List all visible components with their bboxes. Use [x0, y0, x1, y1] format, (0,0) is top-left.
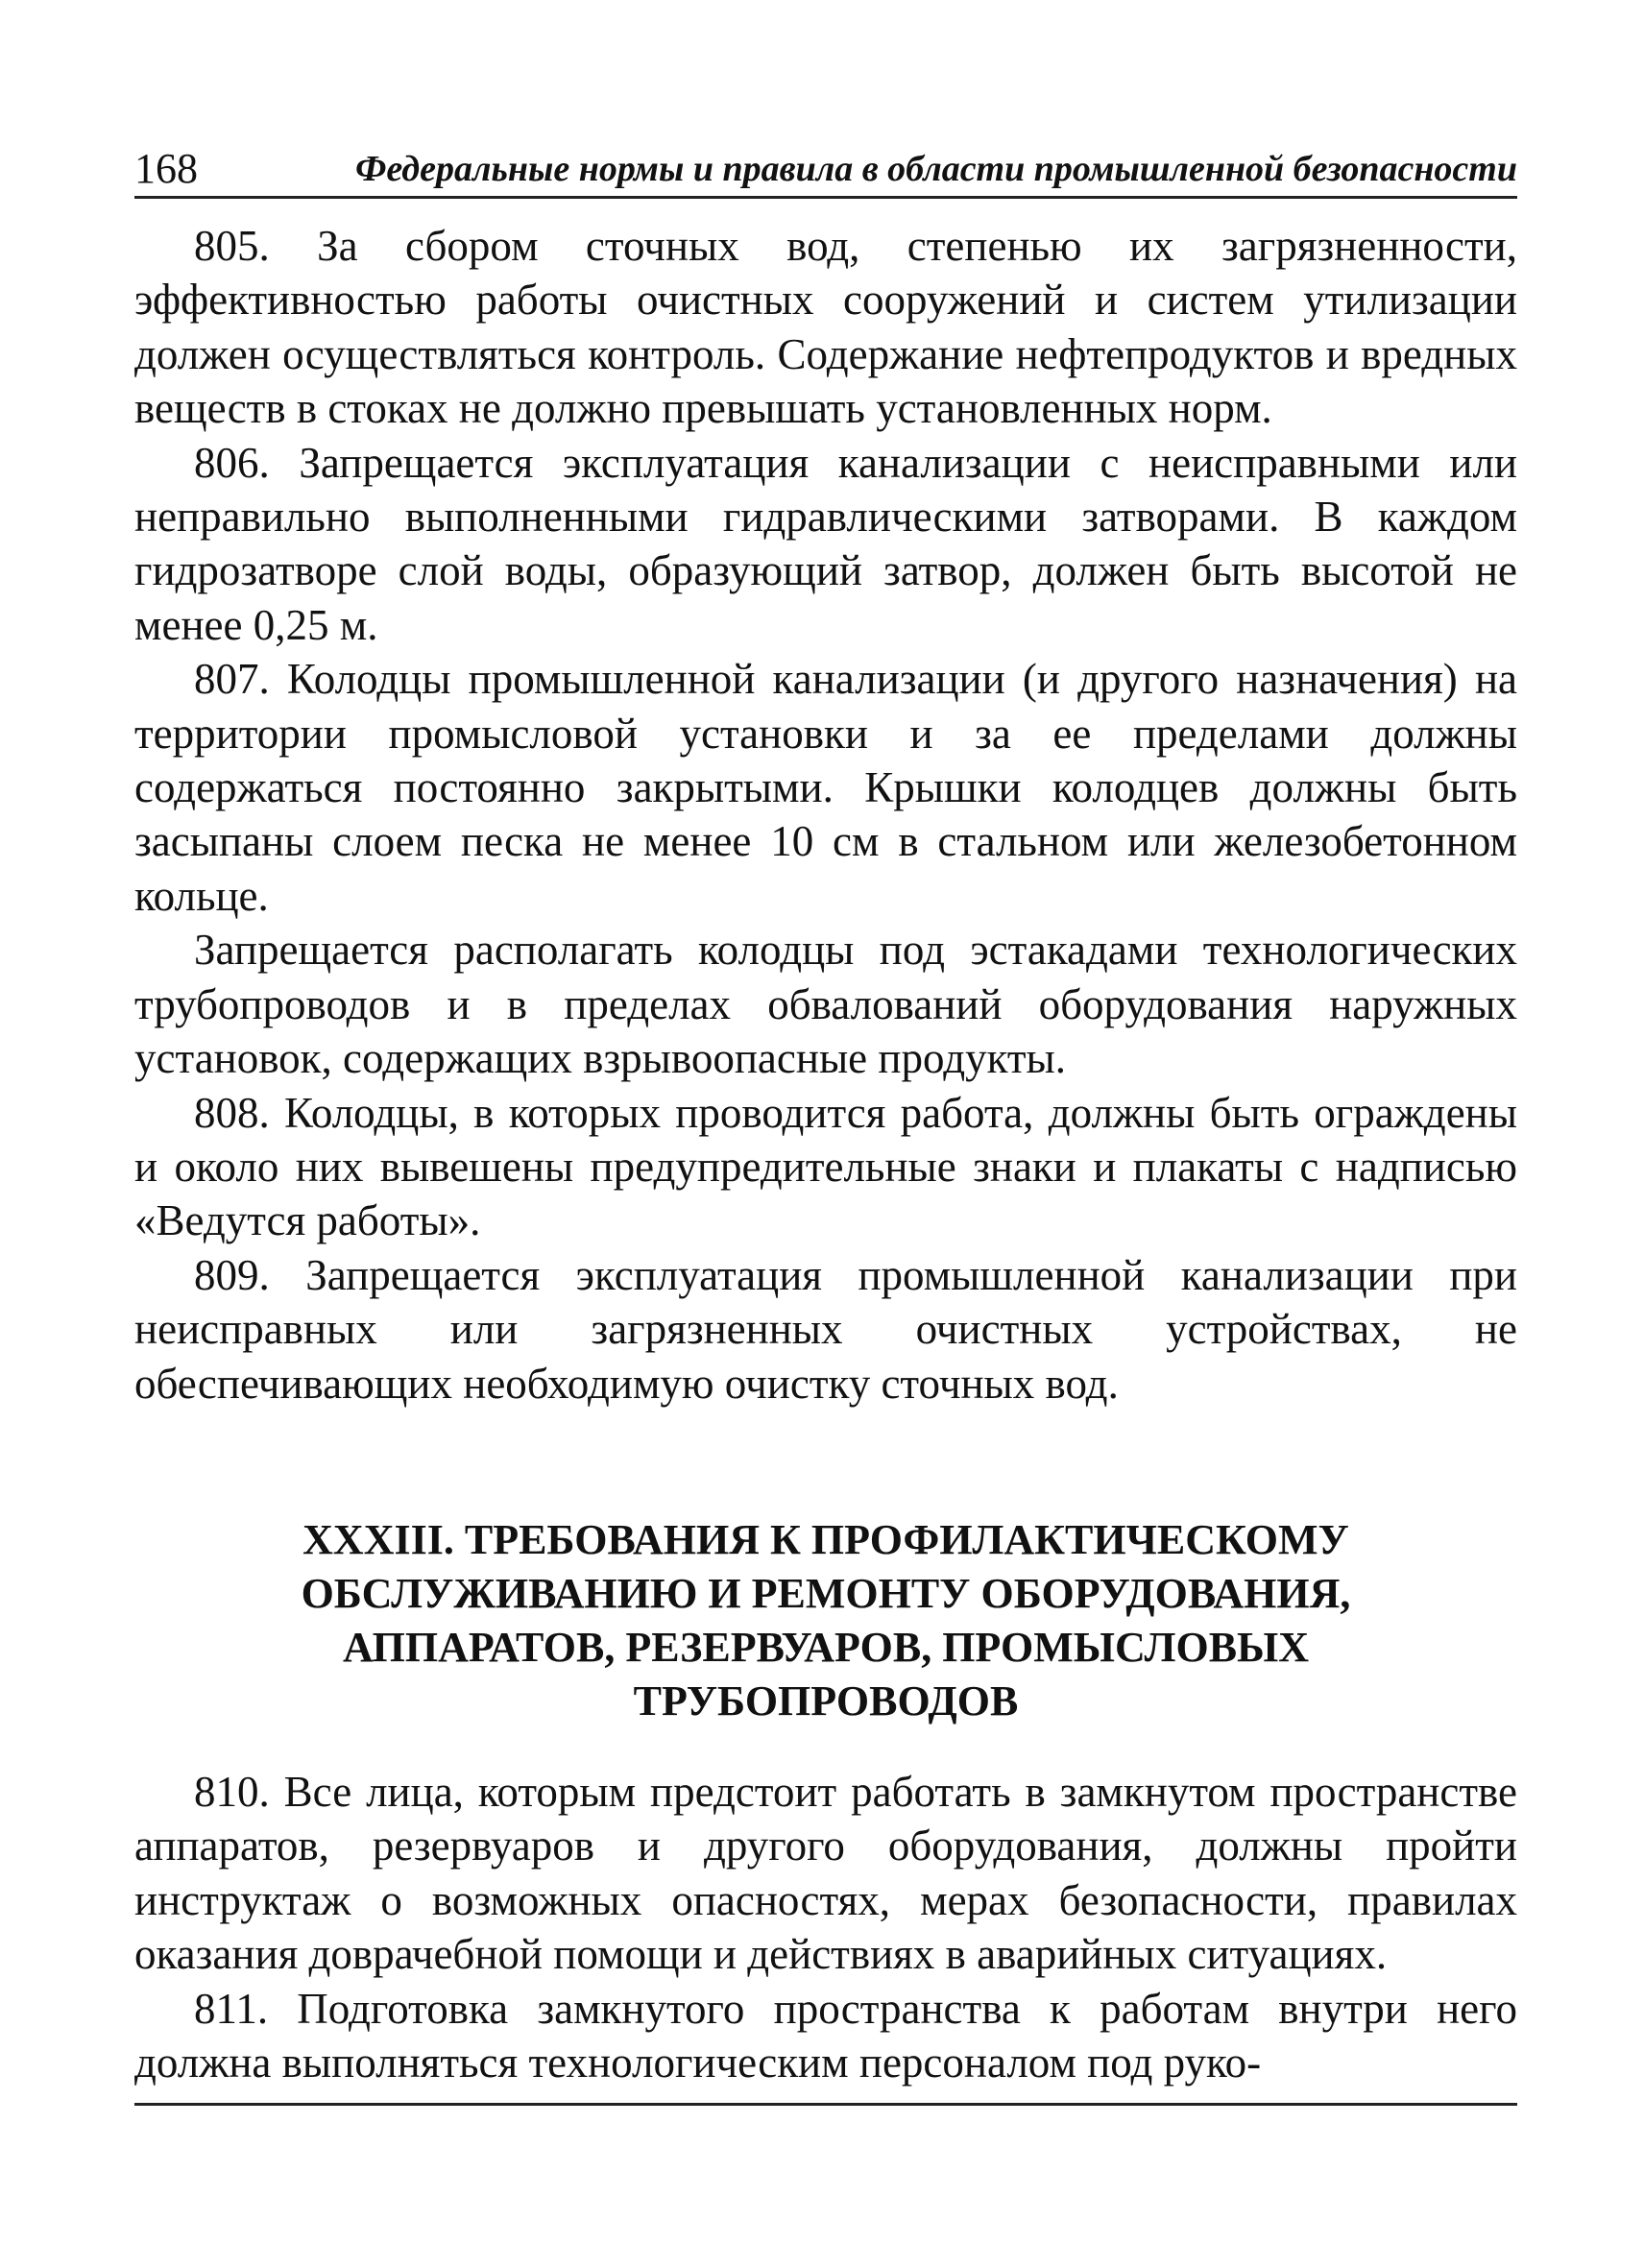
running-title: Федеральные нормы и правила в области промышленной безопасности	[355, 149, 1517, 189]
paragraph-807: 807. Колодцы промышленной канализации (и другого назначения) на территории промысловой установки и за ее пределами должны содержаться постоянно закрытыми. Крышки колодцев должны быть засыпаны слоем песка не менее 10 см в стальном или железобетонном кольце.	[134, 655, 1517, 920]
paragraph-807-continued: Запрещается располагать колодцы под эстакадами технологических трубопроводов и в пределах обвалований оборудования наружных установок, содержащих взрывоопасные продукты.	[134, 926, 1517, 1083]
section-heading-line: XXXIII. ТРЕБОВАНИЯ К ПРОФИЛАКТИЧЕСКОМУ	[302, 1516, 1349, 1563]
section-heading	[134, 1513, 1517, 1728]
body-text-bottom	[134, 1765, 1517, 2089]
paragraph-809: 809. Запрещается эксплуатация промышленной канализации при неисправных или загрязненных очистных устройствах, не обеспечивающих необходимую очистку сточных вод.	[134, 1250, 1517, 1408]
page-number: 168	[134, 145, 198, 192]
body-text-top	[134, 219, 1517, 1411]
section-heading-line: ТРУБОПРОВОДОВ	[633, 1677, 1019, 1725]
section-heading-line: АППАРАТОВ, РЕЗЕРВУАРОВ, ПРОМЫСЛОВЫХ	[342, 1624, 1310, 1671]
section-heading-line: ОБСЛУЖИВАНИЮ И РЕМОНТУ ОБОРУДОВАНИЯ,	[301, 1570, 1351, 1617]
footer-rule	[134, 2103, 1517, 2106]
page-header	[134, 142, 1517, 199]
paragraph-808: 808. Колодцы, в которых проводится работа, должны быть ограждены и около них вывешены предупредительные знаки и плакаты с надписью «Ведутся работы».	[134, 1088, 1517, 1245]
paragraph-805: 805. За сбором сточных вод, степенью их загрязненности, эффективностью работы очистных сооружений и систем утилизации должен осуществляться контроль. Содержание нефтепродуктов и вредных веществ в стоках не должно превышать установленных норм.	[134, 222, 1517, 433]
paragraph-806: 806. Запрещается эксплуатация канализации с неисправными или неправильно выполненными гидравлическими затворами. В каждом гидрозатворе слой воды, образующий затвор, должен быть высотой не менее 0,25 м.	[134, 438, 1517, 649]
paragraph-811: 811. Подготовка замкнутого пространства к работам внутри него должна выполняться технологическим персоналом под руко-	[134, 1984, 1517, 2087]
paragraph-810: 810. Все лица, которым предстоит работать в замкнутом пространстве аппаратов, резервуаров и другого оборудования, должны пройти инструктаж о возможных опасностях, мерах безопасности, правилах оказания доврачебной помощи и действиях в аварийных ситуациях.	[134, 1768, 1517, 1979]
